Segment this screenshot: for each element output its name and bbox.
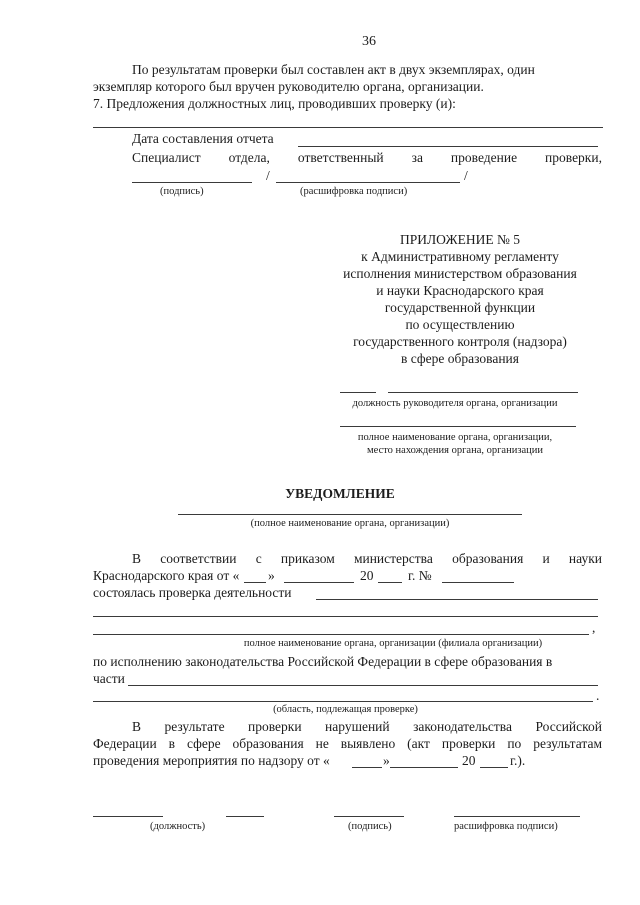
addressee-position-caption: должность руководителя органа, организации	[352, 398, 558, 409]
specialist-word: Специалист	[132, 150, 201, 165]
p3-line-2: Федерации в сфере образования не выявлено (акт проверки по результатам	[93, 736, 602, 751]
addressee-name-caption-2: место нахождения органа, организации	[367, 445, 543, 456]
p1-line-2d: г. №	[408, 568, 432, 583]
p3-month-line	[390, 767, 458, 768]
addressee-name-line	[340, 426, 576, 427]
month-line	[284, 582, 354, 583]
footer-signature-caption: (подпись)	[348, 821, 392, 832]
addressee-name-caption-1: полное наименование органа, организации,	[357, 432, 553, 443]
order-number-line	[442, 582, 514, 583]
area-line-period: .	[596, 688, 600, 703]
specialist-word: проведение	[450, 150, 518, 165]
specialist-word: отдела,	[228, 150, 270, 165]
specialist-word: проверки,	[545, 150, 602, 165]
p3-line-1: В результате проверки нарушений законодательства Российской	[132, 719, 602, 734]
page-number: 36	[362, 34, 376, 49]
appendix-line: в сфере образования	[401, 351, 519, 366]
signature-line	[132, 182, 252, 183]
org-branch-caption: полное наименование органа, организации (филиала организации)	[243, 638, 543, 649]
appendix-line: по осуществлению	[405, 317, 515, 332]
notice-org-caption: (полное наименование органа, организации)	[250, 518, 450, 529]
appendix-line: исполнения министерством образования	[343, 266, 577, 281]
p1-line-2a: Краснодарского края от «	[93, 568, 240, 583]
appendix-line: государственной функции	[384, 300, 536, 315]
addressee-position-line-short	[340, 392, 376, 393]
proposals-line	[93, 127, 603, 128]
day-line	[244, 582, 266, 583]
footer-position-line-b	[226, 816, 264, 817]
specialist-word: за	[411, 150, 423, 165]
p1-line-2b: »	[268, 568, 275, 583]
org-line-comma: ,	[592, 620, 596, 635]
footer-signature-line	[334, 816, 404, 817]
p1-line-1: В соответствии с приказом министерства образования и науки	[132, 551, 602, 566]
p3-line-3b: »	[383, 753, 390, 768]
report-date-line	[298, 146, 598, 147]
p1-line-2c: 20	[360, 568, 374, 583]
p3-line-3a: проведения мероприятия по надзору от «	[93, 753, 330, 768]
activity-line	[316, 599, 598, 600]
p1-line-3: состоялась проверка деятельности	[93, 585, 292, 600]
decode-line	[276, 182, 460, 183]
slash-2: /	[464, 168, 468, 183]
intro-line-2: экземпляр которого был вручен руководителю органа, организации.	[93, 79, 484, 94]
area-caption: (область, подлежащая проверке)	[273, 704, 418, 715]
appendix-line: и науки Краснодарского края	[376, 283, 544, 298]
signature-caption: (подпись)	[160, 186, 204, 197]
addressee-position-line	[388, 392, 578, 393]
p3-line-3d: г.).	[510, 753, 526, 768]
p2-line-2: части	[93, 671, 125, 686]
footer-position-caption: (должность)	[150, 821, 206, 832]
p3-line-3c: 20	[462, 753, 476, 768]
specialist-line	[132, 150, 602, 166]
appendix-line: ПРИЛОЖЕНИЕ № 5	[399, 232, 521, 247]
decode-caption: (расшифровка подписи)	[300, 186, 408, 197]
report-date-label: Дата составления отчета	[132, 131, 274, 146]
notice-title: УВЕДОМЛЕНИЕ	[285, 486, 395, 501]
intro-item-7: 7. Предложения должностных лиц, проводивших проверку (и):	[93, 96, 456, 111]
area-line-1	[128, 685, 598, 686]
org-line-1	[93, 616, 598, 617]
intro-line-1: По результатам проверки был составлен акт в двух экземплярах, один	[132, 62, 535, 77]
footer-decode-line	[454, 816, 580, 817]
slash-1: /	[266, 168, 270, 183]
area-line-2	[93, 701, 593, 702]
footer-position-line-a	[93, 816, 163, 817]
appendix-line: к Административному регламенту	[361, 249, 559, 264]
p3-day-line	[352, 767, 382, 768]
p3-year-line	[480, 767, 508, 768]
appendix-line: государственного контроля (надзора)	[353, 334, 567, 349]
footer-decode-caption: расшифровка подписи)	[454, 821, 558, 832]
year-line	[378, 582, 402, 583]
org-line-2	[93, 634, 589, 635]
notice-org-line	[178, 514, 522, 515]
p2-line-1: по исполнению законодательства Российской Федерации в сфере образования в	[93, 654, 553, 669]
specialist-word: ответственный	[297, 150, 384, 165]
